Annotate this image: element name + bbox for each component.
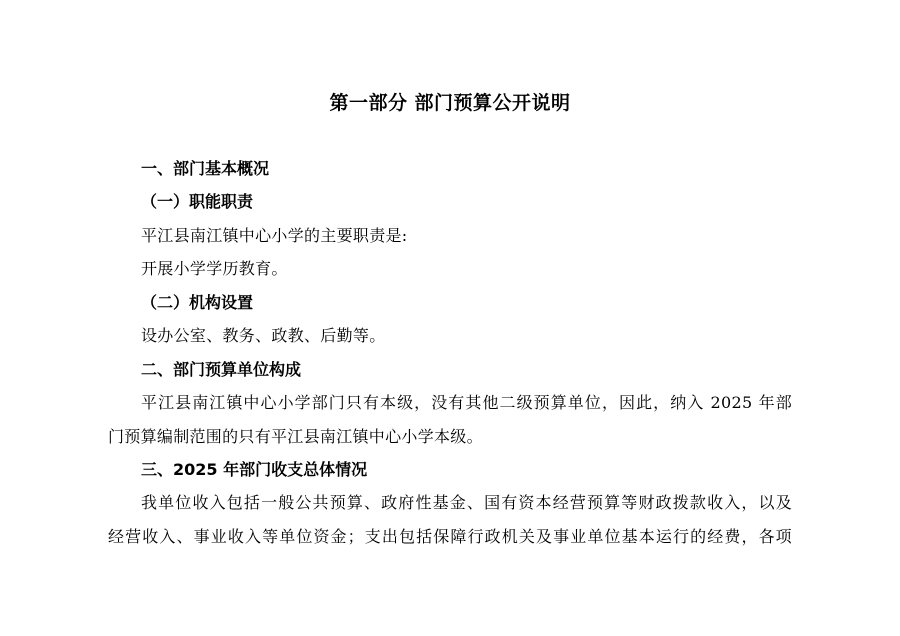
units-paragraph-line2: 门预算编制范围的只有平江县南江镇中心小学本级。 <box>108 427 483 446</box>
duties-content-paragraph: 开展小学学历教育。 <box>141 259 288 278</box>
structure-paragraph: 设办公室、教务、政教、后勤等。 <box>141 326 386 345</box>
budget-paragraph-line2 <box>108 526 792 548</box>
budget-paragraph-line1-text: 我单位收入包括一般公共预算、政府性基金、国有资本经营预算等财政拨款收入，以及 <box>141 493 792 512</box>
units-paragraph-line1-text: 平江县南江镇中心小学部门只有本级，没有其他二级预算单位，因此，纳入 2025 年部 <box>141 393 792 412</box>
duties-paragraph: 平江县南江镇中心小学的主要职责是: <box>141 226 408 245</box>
budget-paragraph-line1 <box>141 492 792 514</box>
units-paragraph-line1 <box>141 392 792 414</box>
section-heading-budget-overview: 三、2025 年部门收支总体情况 <box>141 460 368 479</box>
section-heading-units: 二、部门预算单位构成 <box>141 360 302 379</box>
section-heading-overview: 一、部门基本概况 <box>141 159 270 178</box>
subheading-duties: （一）职能职责 <box>141 192 254 211</box>
budget-paragraph-line2-text: 经营收入、事业收入等单位资金；支出包括保障行政机关及事业单位基本运行的经费，各项 <box>108 527 792 546</box>
document-title: 第一部分 部门预算公开说明 <box>329 92 571 114</box>
subheading-structure: （二）机构设置 <box>141 293 254 312</box>
